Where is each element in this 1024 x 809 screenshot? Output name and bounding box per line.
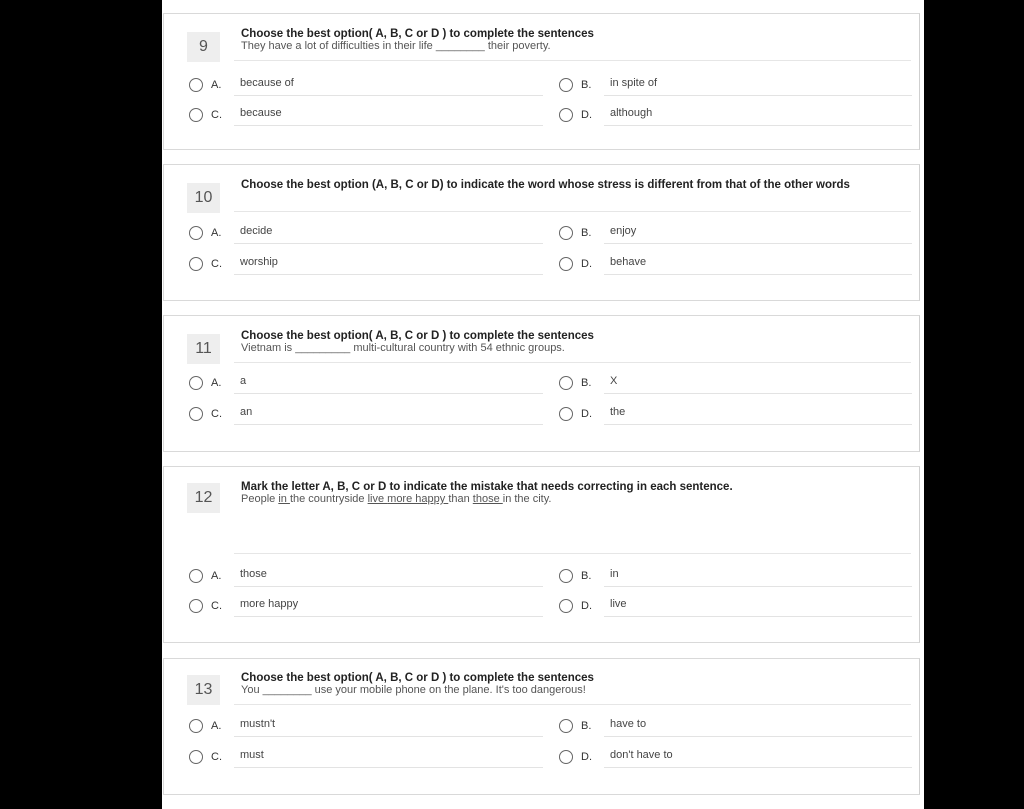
- option-letter: A.: [211, 79, 222, 91]
- question-card-12: [163, 466, 920, 643]
- option-letter: A.: [211, 720, 222, 732]
- radio-button[interactable]: [189, 376, 203, 390]
- option-letter: D.: [581, 109, 592, 121]
- separator: [234, 362, 911, 363]
- question-sentence: You ________ use your mobile phone on the plane. It's too dangerous!: [241, 684, 586, 696]
- option-letter: D.: [581, 600, 592, 612]
- underlined-part-those: those: [472, 493, 503, 505]
- option-text: enjoy: [610, 225, 637, 237]
- radio-button[interactable]: [559, 599, 573, 613]
- radio-button[interactable]: [559, 407, 573, 421]
- question-card-9: [163, 13, 920, 150]
- question-title: Choose the best option( A, B, C or D ) to complete the sentences: [241, 330, 594, 342]
- radio-button[interactable]: [189, 750, 203, 764]
- radio-button[interactable]: [189, 719, 203, 733]
- question-title: Choose the best option (A, B, C or D) to indicate the word whose stress is different from that of the other words: [241, 179, 850, 191]
- option-c[interactable]: [189, 403, 549, 427]
- option-c[interactable]: [189, 746, 549, 770]
- option-text: an: [240, 406, 253, 418]
- question-number: 10: [187, 183, 220, 213]
- underlined-part-more-happy: more happy: [387, 493, 449, 505]
- option-text: in: [610, 568, 619, 580]
- radio-button[interactable]: [559, 78, 573, 92]
- question-number: 13: [187, 675, 220, 705]
- option-d[interactable]: [559, 253, 919, 277]
- separator: [234, 553, 911, 554]
- separator: [234, 704, 911, 705]
- option-d[interactable]: [559, 403, 919, 427]
- radio-button[interactable]: [559, 750, 573, 764]
- option-b[interactable]: [559, 715, 919, 739]
- radio-button[interactable]: [559, 376, 573, 390]
- option-letter: B.: [581, 227, 592, 239]
- option-text: X: [610, 375, 618, 387]
- option-c[interactable]: [189, 253, 549, 277]
- option-text: must: [240, 749, 264, 761]
- option-letter: A.: [211, 570, 222, 582]
- option-d[interactable]: [559, 746, 919, 770]
- option-letter: D.: [581, 408, 592, 420]
- option-letter: B.: [581, 570, 592, 582]
- underlined-part-in: in: [278, 493, 290, 505]
- radio-button[interactable]: [559, 719, 573, 733]
- radio-button[interactable]: [189, 78, 203, 92]
- question-number: 9: [187, 32, 220, 62]
- option-b[interactable]: [559, 222, 919, 246]
- underlined-part-live: live: [367, 493, 388, 505]
- radio-button[interactable]: [189, 407, 203, 421]
- option-b[interactable]: [559, 565, 919, 589]
- option-text: live: [610, 598, 627, 610]
- question-card-10: [163, 164, 920, 301]
- question-card-13: [163, 658, 920, 795]
- question-title: Mark the letter A, B, C or D to indicate the mistake that needs correcting in each sentence.: [241, 481, 733, 493]
- option-letter: B.: [581, 377, 592, 389]
- option-a[interactable]: [189, 222, 549, 246]
- option-a[interactable]: [189, 715, 549, 739]
- option-b[interactable]: [559, 372, 919, 396]
- option-text: because of: [240, 77, 294, 89]
- radio-button[interactable]: [559, 226, 573, 240]
- option-text: although: [610, 107, 653, 119]
- radio-button[interactable]: [189, 108, 203, 122]
- question-card-11: [163, 315, 920, 452]
- option-letter: D.: [581, 258, 592, 270]
- question-sentence: They have a lot of difficulties in their life ________ their poverty.: [241, 40, 551, 52]
- option-letter: A.: [211, 377, 222, 389]
- option-letter: C.: [211, 751, 222, 763]
- quiz-page: [162, 0, 924, 809]
- radio-button[interactable]: [189, 257, 203, 271]
- radio-button[interactable]: [559, 257, 573, 271]
- option-d[interactable]: [559, 595, 919, 619]
- option-c[interactable]: [189, 595, 549, 619]
- option-text: the: [610, 406, 626, 418]
- option-a[interactable]: [189, 372, 549, 396]
- question-title: Choose the best option( A, B, C or D ) to complete the sentences: [241, 28, 594, 40]
- option-letter: C.: [211, 109, 222, 121]
- question-number: 11: [187, 334, 220, 364]
- separator: [234, 211, 911, 212]
- option-text: mustn't: [240, 718, 276, 730]
- option-d[interactable]: [559, 104, 919, 128]
- option-letter: C.: [211, 408, 222, 420]
- radio-button[interactable]: [559, 569, 573, 583]
- option-letter: B.: [581, 720, 592, 732]
- radio-button[interactable]: [189, 226, 203, 240]
- question-title: Choose the best option( A, B, C or D ) to complete the sentences: [241, 672, 594, 684]
- option-c[interactable]: [189, 104, 549, 128]
- option-text: because: [240, 107, 282, 119]
- radio-button[interactable]: [189, 599, 203, 613]
- option-letter: D.: [581, 751, 592, 763]
- option-text: those: [240, 568, 267, 580]
- question-sentence: People in the countryside live more happy than those in the city.: [241, 493, 552, 505]
- radio-button[interactable]: [559, 108, 573, 122]
- separator: [234, 60, 911, 61]
- option-b[interactable]: [559, 74, 919, 98]
- radio-button[interactable]: [189, 569, 203, 583]
- option-text: decide: [240, 225, 273, 237]
- option-a[interactable]: [189, 74, 549, 98]
- option-letter: A.: [211, 227, 222, 239]
- option-text: worship: [240, 256, 278, 268]
- option-text: behave: [610, 256, 647, 268]
- option-letter: B.: [581, 79, 592, 91]
- option-a[interactable]: [189, 565, 549, 589]
- option-letter: C.: [211, 600, 222, 612]
- question-number: 12: [187, 483, 220, 513]
- option-text: more happy: [240, 598, 299, 610]
- option-text: in spite of: [610, 77, 658, 89]
- option-text: don't have to: [610, 749, 673, 761]
- option-letter: C.: [211, 258, 222, 270]
- option-text: have to: [610, 718, 647, 730]
- option-text: a: [240, 375, 247, 387]
- question-sentence: Vietnam is _________ multi-cultural country with 54 ethnic groups.: [241, 342, 565, 354]
